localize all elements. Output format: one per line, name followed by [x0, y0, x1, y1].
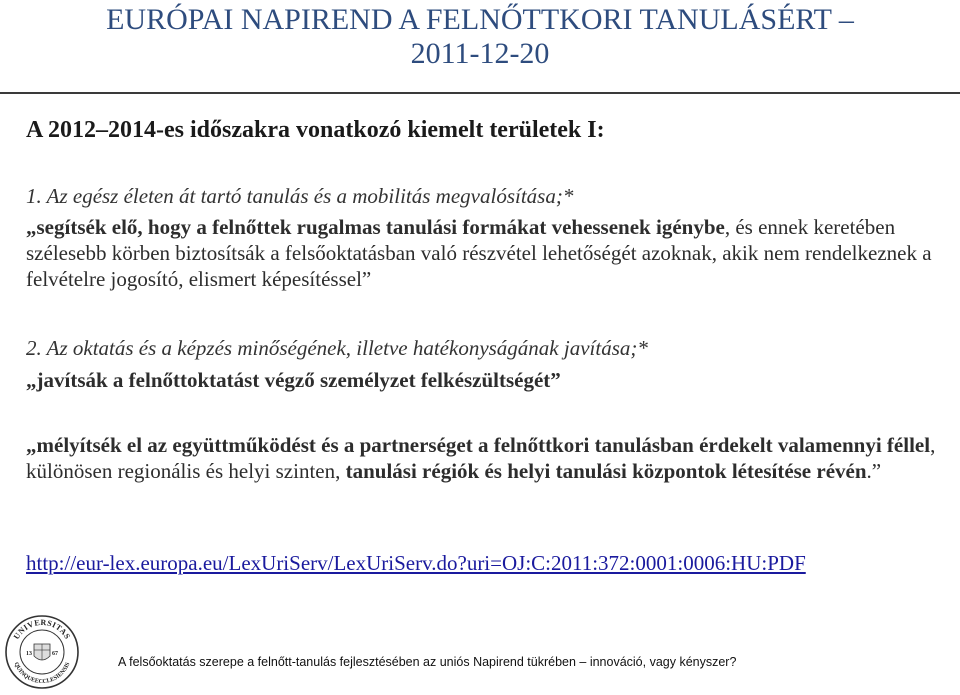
- item2-bold-a: „mélyítsék el az együttműködést és a partnerséget a felnőttkori tanulásban érdekelt valamennyi féllel: [26, 433, 931, 457]
- item2-paragraph2: [26, 432, 938, 484]
- footer-caption: A felsőoktatás szerepe a felnőtt-tanulás fejlesztésében az uniós Napirend tükrében – innováció, vagy kényszer?: [118, 655, 737, 669]
- title-divider: [0, 92, 960, 94]
- eur-lex-link[interactable]: http://eur-lex.europa.eu/LexUriServ/LexUriServ.do?uri=OJ:C:2011:372:0001:0006:HU:PDF: [26, 551, 806, 575]
- item2-text-b: .”: [866, 459, 882, 483]
- page-date: 2011-12-20: [410, 37, 550, 70]
- item1-text: , és ennek keretében szélesebb körben biztosítsák a felsőoktatásban való részvétel lehetőségét azoknak, akik nem rendelkeznek a felvételre jogosító, elismert képesítéssel”: [26, 215, 932, 291]
- item1-title: 1. Az egész életen át tartó tanulás és a mobilitás megvalósítása;*: [26, 184, 574, 208]
- item2-text-a: , különösen regionális és helyi szinten,: [26, 433, 936, 483]
- seal-text-top: UNIVERSITAS: [11, 617, 73, 641]
- seal-year-left: 13: [26, 651, 32, 657]
- seal-year-right: 67: [52, 651, 58, 657]
- item1-bold-text: „segítsék elő, hogy a felnőttek rugalmas tanulási formákat vehessenek igénybe: [26, 215, 725, 239]
- item1-paragraph: [26, 214, 938, 292]
- section-heading: A 2012–2014-es időszakra vonatkozó kiemelt területek I:: [26, 117, 605, 143]
- item2-paragraph1: [26, 367, 938, 393]
- item2-bold-b: tanulási régiók és helyi tanulási központok létesítése révén: [345, 459, 867, 483]
- item2-title: 2. Az oktatás és a képzés minőségének, illetve hatékonyságának javítása;*: [26, 336, 648, 360]
- item2-line1-bold: „javítsák a felnőttoktatást végző személyzet felkészültségét”: [26, 368, 561, 392]
- university-seal-icon: [4, 614, 80, 690]
- page-title: EURÓPAI NAPIREND A FELNŐTTKORI TANULÁSÉRT –: [106, 3, 854, 36]
- seal-text-bottom: QUINQUEECCLESIENSIS: [12, 661, 72, 686]
